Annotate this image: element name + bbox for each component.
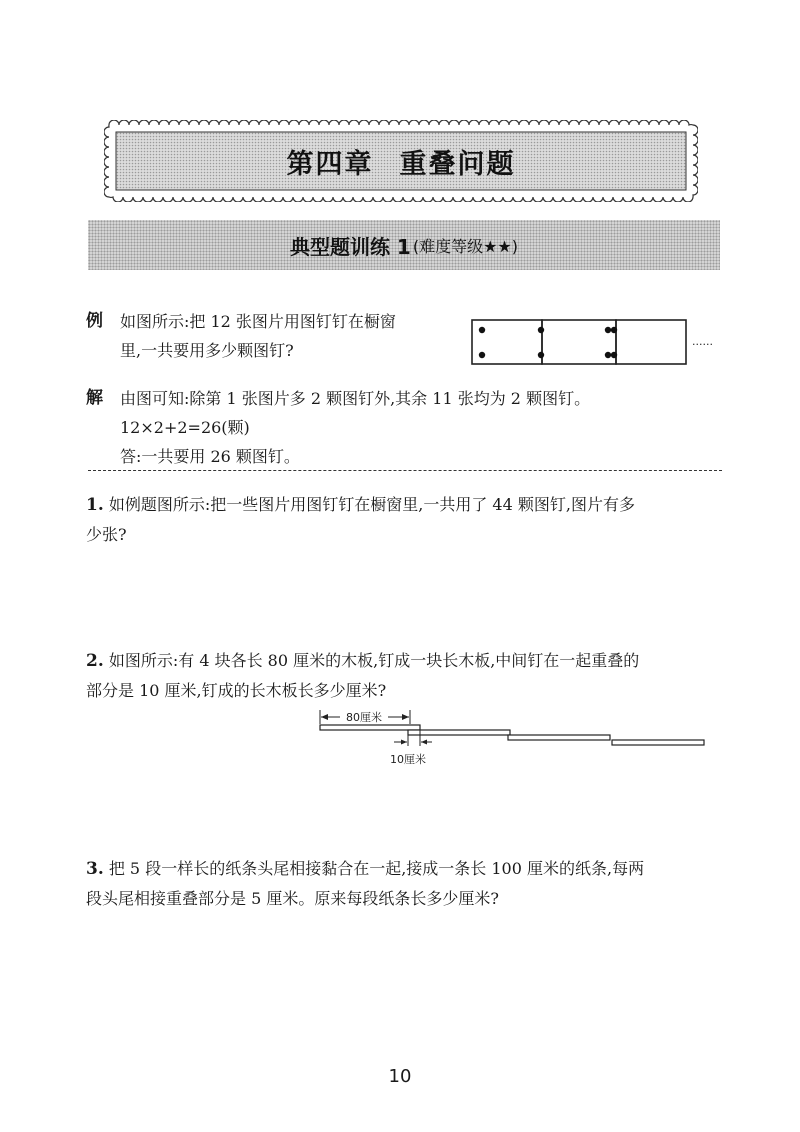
solution-line: 由图可知:除第 1 张图片多 2 颗图钉外,其余 11 张均为 2 颗图钉。 xyxy=(120,389,591,408)
pin xyxy=(538,327,544,333)
question-3 xyxy=(86,854,726,913)
solution-text xyxy=(120,384,720,471)
section-title: 典型题训练 1 xyxy=(289,234,411,259)
chapter-number: 第四章 xyxy=(286,148,374,180)
dim-arrow-left xyxy=(321,714,328,720)
board-3 xyxy=(508,735,610,740)
question-line: 如图所示:有 4 块各长 80 厘米的木板,钉成一块长木板,中间钉在一起重叠的 xyxy=(108,651,640,670)
example-line: 里,一共要用多少颗图钉? xyxy=(120,341,294,360)
pin xyxy=(611,352,617,358)
solution-label: 解 xyxy=(86,388,103,408)
overlap-arrow-right xyxy=(421,740,427,745)
pin xyxy=(611,327,617,333)
solution-line: 答:一共要用 26 颗图钉。 xyxy=(120,447,300,466)
chapter-name: 重叠问题 xyxy=(399,148,516,180)
pin xyxy=(479,327,485,333)
question-line: 如例题图所示:把一些图片用图钉钉在橱窗里,一共用了 44 颗图钉,图片有多 xyxy=(108,495,635,514)
question-line: 部分是 10 厘米,钉成的长木板长多少厘米? xyxy=(86,681,387,700)
chapter-title xyxy=(104,120,698,202)
example-label: 例 xyxy=(86,311,103,331)
question-2 xyxy=(86,646,726,705)
overlapping-boards-figure xyxy=(316,706,706,768)
overlap-label: 10厘米 xyxy=(390,753,426,766)
difficulty-label: (难度等级★★) xyxy=(412,236,519,256)
section-header xyxy=(88,220,720,270)
question-line: 少张? xyxy=(86,525,127,544)
pin xyxy=(605,352,611,358)
overlap-arrow-left xyxy=(401,740,407,745)
board-1 xyxy=(320,725,420,730)
picture-3 xyxy=(616,320,686,364)
ellipsis: ······ xyxy=(692,338,713,351)
question-line: 把 5 段一样长的纸条头尾相接黏合在一起,接成一条长 100 厘米的纸条,每两 xyxy=(108,859,645,878)
pin xyxy=(538,352,544,358)
page-number: 10 xyxy=(388,1066,412,1087)
board-2 xyxy=(408,730,510,735)
pin xyxy=(479,352,485,358)
example-text xyxy=(120,307,460,365)
solution-line: 12×2+2=26(颗) xyxy=(120,418,250,437)
question-number: 1. xyxy=(86,495,104,515)
question-line: 段头尾相接重叠部分是 5 厘米。原来每段纸条长多少厘米? xyxy=(86,889,499,908)
dim-arrow-right xyxy=(402,714,409,720)
pin xyxy=(605,327,611,333)
picture-2 xyxy=(542,320,616,364)
dashed-divider xyxy=(88,470,722,471)
example-line: 如图所示:把 12 张图片用图钉钉在橱窗 xyxy=(120,312,396,331)
question-number: 2. xyxy=(86,651,104,671)
board-4 xyxy=(612,740,704,745)
question-1 xyxy=(86,490,726,549)
length-label: 80厘米 xyxy=(346,711,382,724)
pins xyxy=(479,327,617,358)
pinned-pictures-figure xyxy=(470,318,720,370)
question-number: 3. xyxy=(86,859,104,879)
